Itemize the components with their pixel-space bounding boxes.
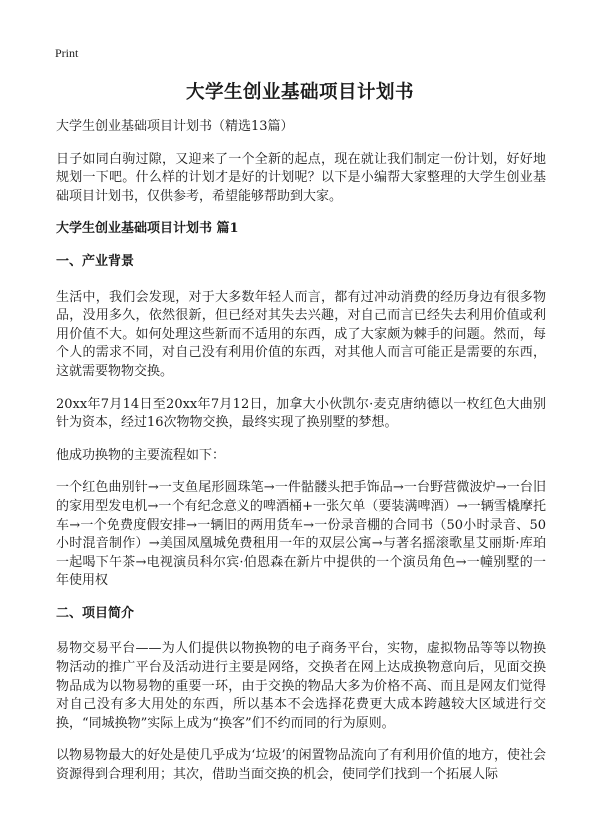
paragraph-benefits: 以物易物最大的好处是使几乎成为‘垃圾’的闲置物品流向了有利用价值的地方，使社会资源得到合理利用；其次，借助当面交换的机会，使同学们找到一个拓展人际 — [56, 748, 546, 783]
section-title: 大学生创业基础项目计划书 篇1 — [56, 221, 239, 237]
paragraph-story: 20xx年7月14日至20xx年7月12日，加拿大小伙凯尔·麦克唐纳德以一枚红色大曲别针为资本，经过16次物物交换，最终实现了换别墅的梦想。 — [56, 396, 546, 431]
paragraph-background: 生活中，我们会发现，对于大多数年轻人而言，都有过冲动消费的经历身边有很多物品，没用多久，依然很新，但已经对其失去兴趣，对自己而言已经失去利用价值或利用价值不大。如何处理这些新而不适用的东西，成了大家颇为棘手的问题。然而，每个人的需求不同，对自己没有利用价值的东西，对其他人而言可能正是需要的东西，这就需要物物交换。 — [56, 289, 546, 379]
heading-industry-background: 一、产业背景 — [56, 253, 135, 269]
heading-project-intro: 二、项目简介 — [56, 605, 135, 621]
document-body — [56, 118, 546, 785]
intro-paragraph: 日子如同白驹过隙，又迎来了一个全新的起点，现在就让我们制定一份计划，好好地规划一下吧。什么样的计划才是好的计划呢？以下是小编帮大家整理的大学生创业基础项目计划书，仅供参考，希望能够帮助到大家。 — [56, 151, 546, 204]
paragraph-process-chain: 一个红色曲别针→一支鱼尾形圆珠笔→一件骷髅头把手饰品→一台野营微波炉→一台旧的家用型发电机→一个有纪念意义的啤酒桶+一张欠单（要装满啤酒）→一辆雪橇摩托车→一个免费度假安排→一辆旧的两用货车→一份录音棚的合同书（50小时录音、50小时混音制作）→美国凤凰城免费租用一年的双层公寓→与著名摇滚歌星艾丽斯·库珀一起喝下午茶→电视演员科尔宾·伯恩森在新片中提供的一个演员角色→一幢别墅的一年使用权 — [56, 480, 546, 589]
document-subtitle: 大学生创业基础项目计划书（精选13篇） — [56, 119, 294, 134]
paragraph-platform: 易物交易平台——为人们提供以物换物的电子商务平台，实物，虚拟物品等等以物换物活动的推广平台及活动进行主要是网络，交换者在网上达成换物意向后，见面交换物品成为以物易物的重要一环，由于交换的物品大多为价格不高、而且是网友们觉得对自己没有多大用处的东西，所以基本不会选择花费更大成本跨越较大区域进行交换，“同城换物”实际上成为“换客”们不约而同的行为原则。 — [56, 641, 546, 731]
paragraph-process-intro: 他成功换物的主要流程如下： — [56, 447, 226, 463]
print-link[interactable]: Print — [55, 46, 79, 60]
page-title: 大学生创业基础项目计划书 — [185, 82, 414, 103]
